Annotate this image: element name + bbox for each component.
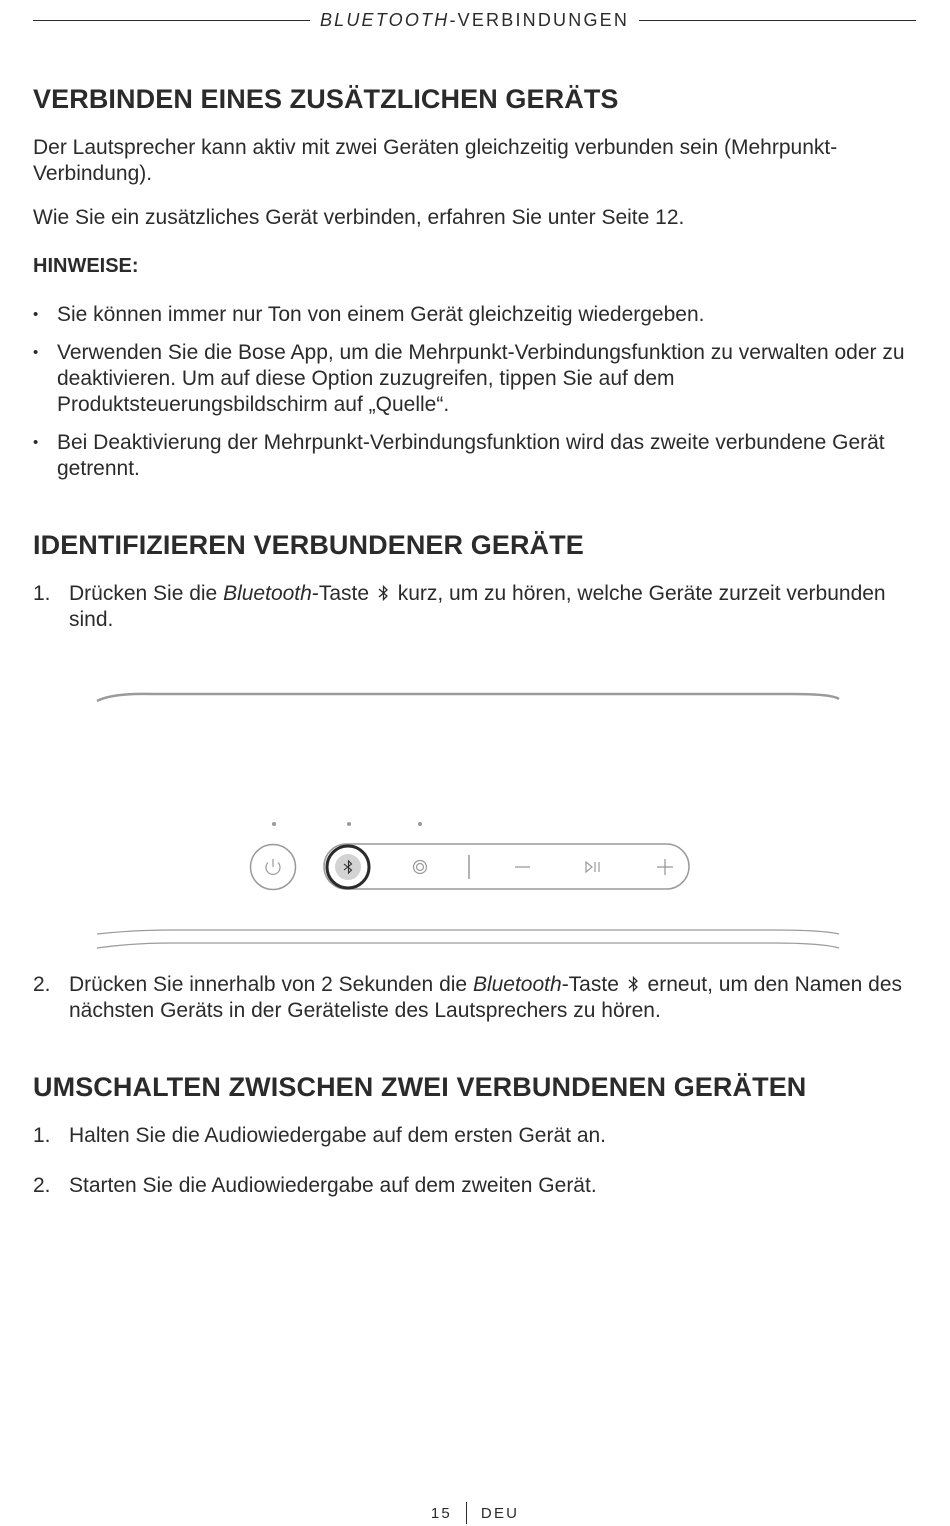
bluetooth-button[interactable] — [327, 846, 369, 888]
step-item: 1. Drücken Sie die Bluetooth-Taste kurz, um zu hören, welche Geräte zurzeit verbunden sind. — [33, 582, 886, 631]
speaker-top-edge — [97, 694, 839, 701]
speaker-bottom-edge — [97, 930, 839, 934]
page-header — [33, 6, 916, 34]
note-item: • Sie können immer nur Ton von einem Gerät gleichzeitig wiedergeben. — [33, 302, 918, 328]
identify-steps-1 — [33, 581, 918, 633]
switch-steps — [33, 1123, 918, 1199]
notes-list — [33, 302, 918, 482]
note-item: • Bei Deaktivierung der Mehrpunkt-Verbindungsfunktion wird das zweite verbundene Gerät getrennt. — [33, 430, 918, 482]
section-heading-switch: UMSCHALTEN ZWISCHEN ZWEI VERBUNDENEN GERÄTEN — [33, 1072, 807, 1102]
header-rule-left — [33, 20, 310, 21]
indicator-light-power — [272, 822, 276, 826]
language-code: DEU — [480, 1504, 520, 1522]
indicator-light-source — [418, 822, 422, 826]
power-button[interactable] — [251, 845, 296, 890]
step-item: 2. Starten Sie die Audiowiedergabe auf dem zweiten Gerät. — [33, 1174, 597, 1197]
step-item: 2. Drücken Sie innerhalb von 2 Sekunden die Bluetooth-Taste erneut, um den Namen des nächsten Geräts in der Geräteliste des Lautsprechers zu hören. — [33, 973, 903, 1022]
speaker-bottom-edge-lower — [97, 943, 839, 948]
speaker-button-illustration — [92, 688, 844, 954]
control-strip — [324, 844, 689, 889]
footer-divider — [466, 1502, 467, 1524]
identify-steps-2 — [33, 972, 918, 1024]
page-content-lower — [33, 972, 918, 1199]
bluetooth-icon — [627, 975, 640, 993]
page-content — [33, 84, 918, 633]
header-rule-right — [639, 20, 916, 21]
notes-label: HINWEISE: — [33, 255, 139, 277]
paragraph-see-page: Wie Sie ein zusätzliches Gerät verbinden, erfahren Sie unter Seite 12. — [33, 206, 685, 229]
note-item: • Verwenden Sie die Bose App, um die Mehrpunkt-Verbindungsfunktion zu verwalten oder zu deaktivieren. Um auf diese Option zuzugreifen, tippen Sie auf dem Produktsteuerungsbildschirm auf „Quelle“. — [33, 340, 918, 418]
section-heading-connect: VERBINDEN EINES ZUSÄTZLICHEN GERÄTS — [33, 84, 619, 114]
section-heading-identify: IDENTIFIZIEREN VERBUNDENER GERÄTE — [33, 530, 584, 560]
header-title: BLUETOOTH-VERBINDUNGEN — [319, 9, 630, 30]
step-item: 1. Halten Sie die Audiowiedergabe auf dem ersten Gerät an. — [33, 1124, 607, 1147]
paragraph-multipoint: Der Lautsprecher kann aktiv mit zwei Geräten gleichzeitig verbunden sein (Mehrpunkt-Verbindung). — [33, 136, 838, 185]
page-number: 15 — [430, 1504, 452, 1522]
indicator-light-bluetooth — [347, 822, 351, 826]
bluetooth-icon — [377, 584, 390, 602]
page-footer — [0, 1500, 950, 1526]
